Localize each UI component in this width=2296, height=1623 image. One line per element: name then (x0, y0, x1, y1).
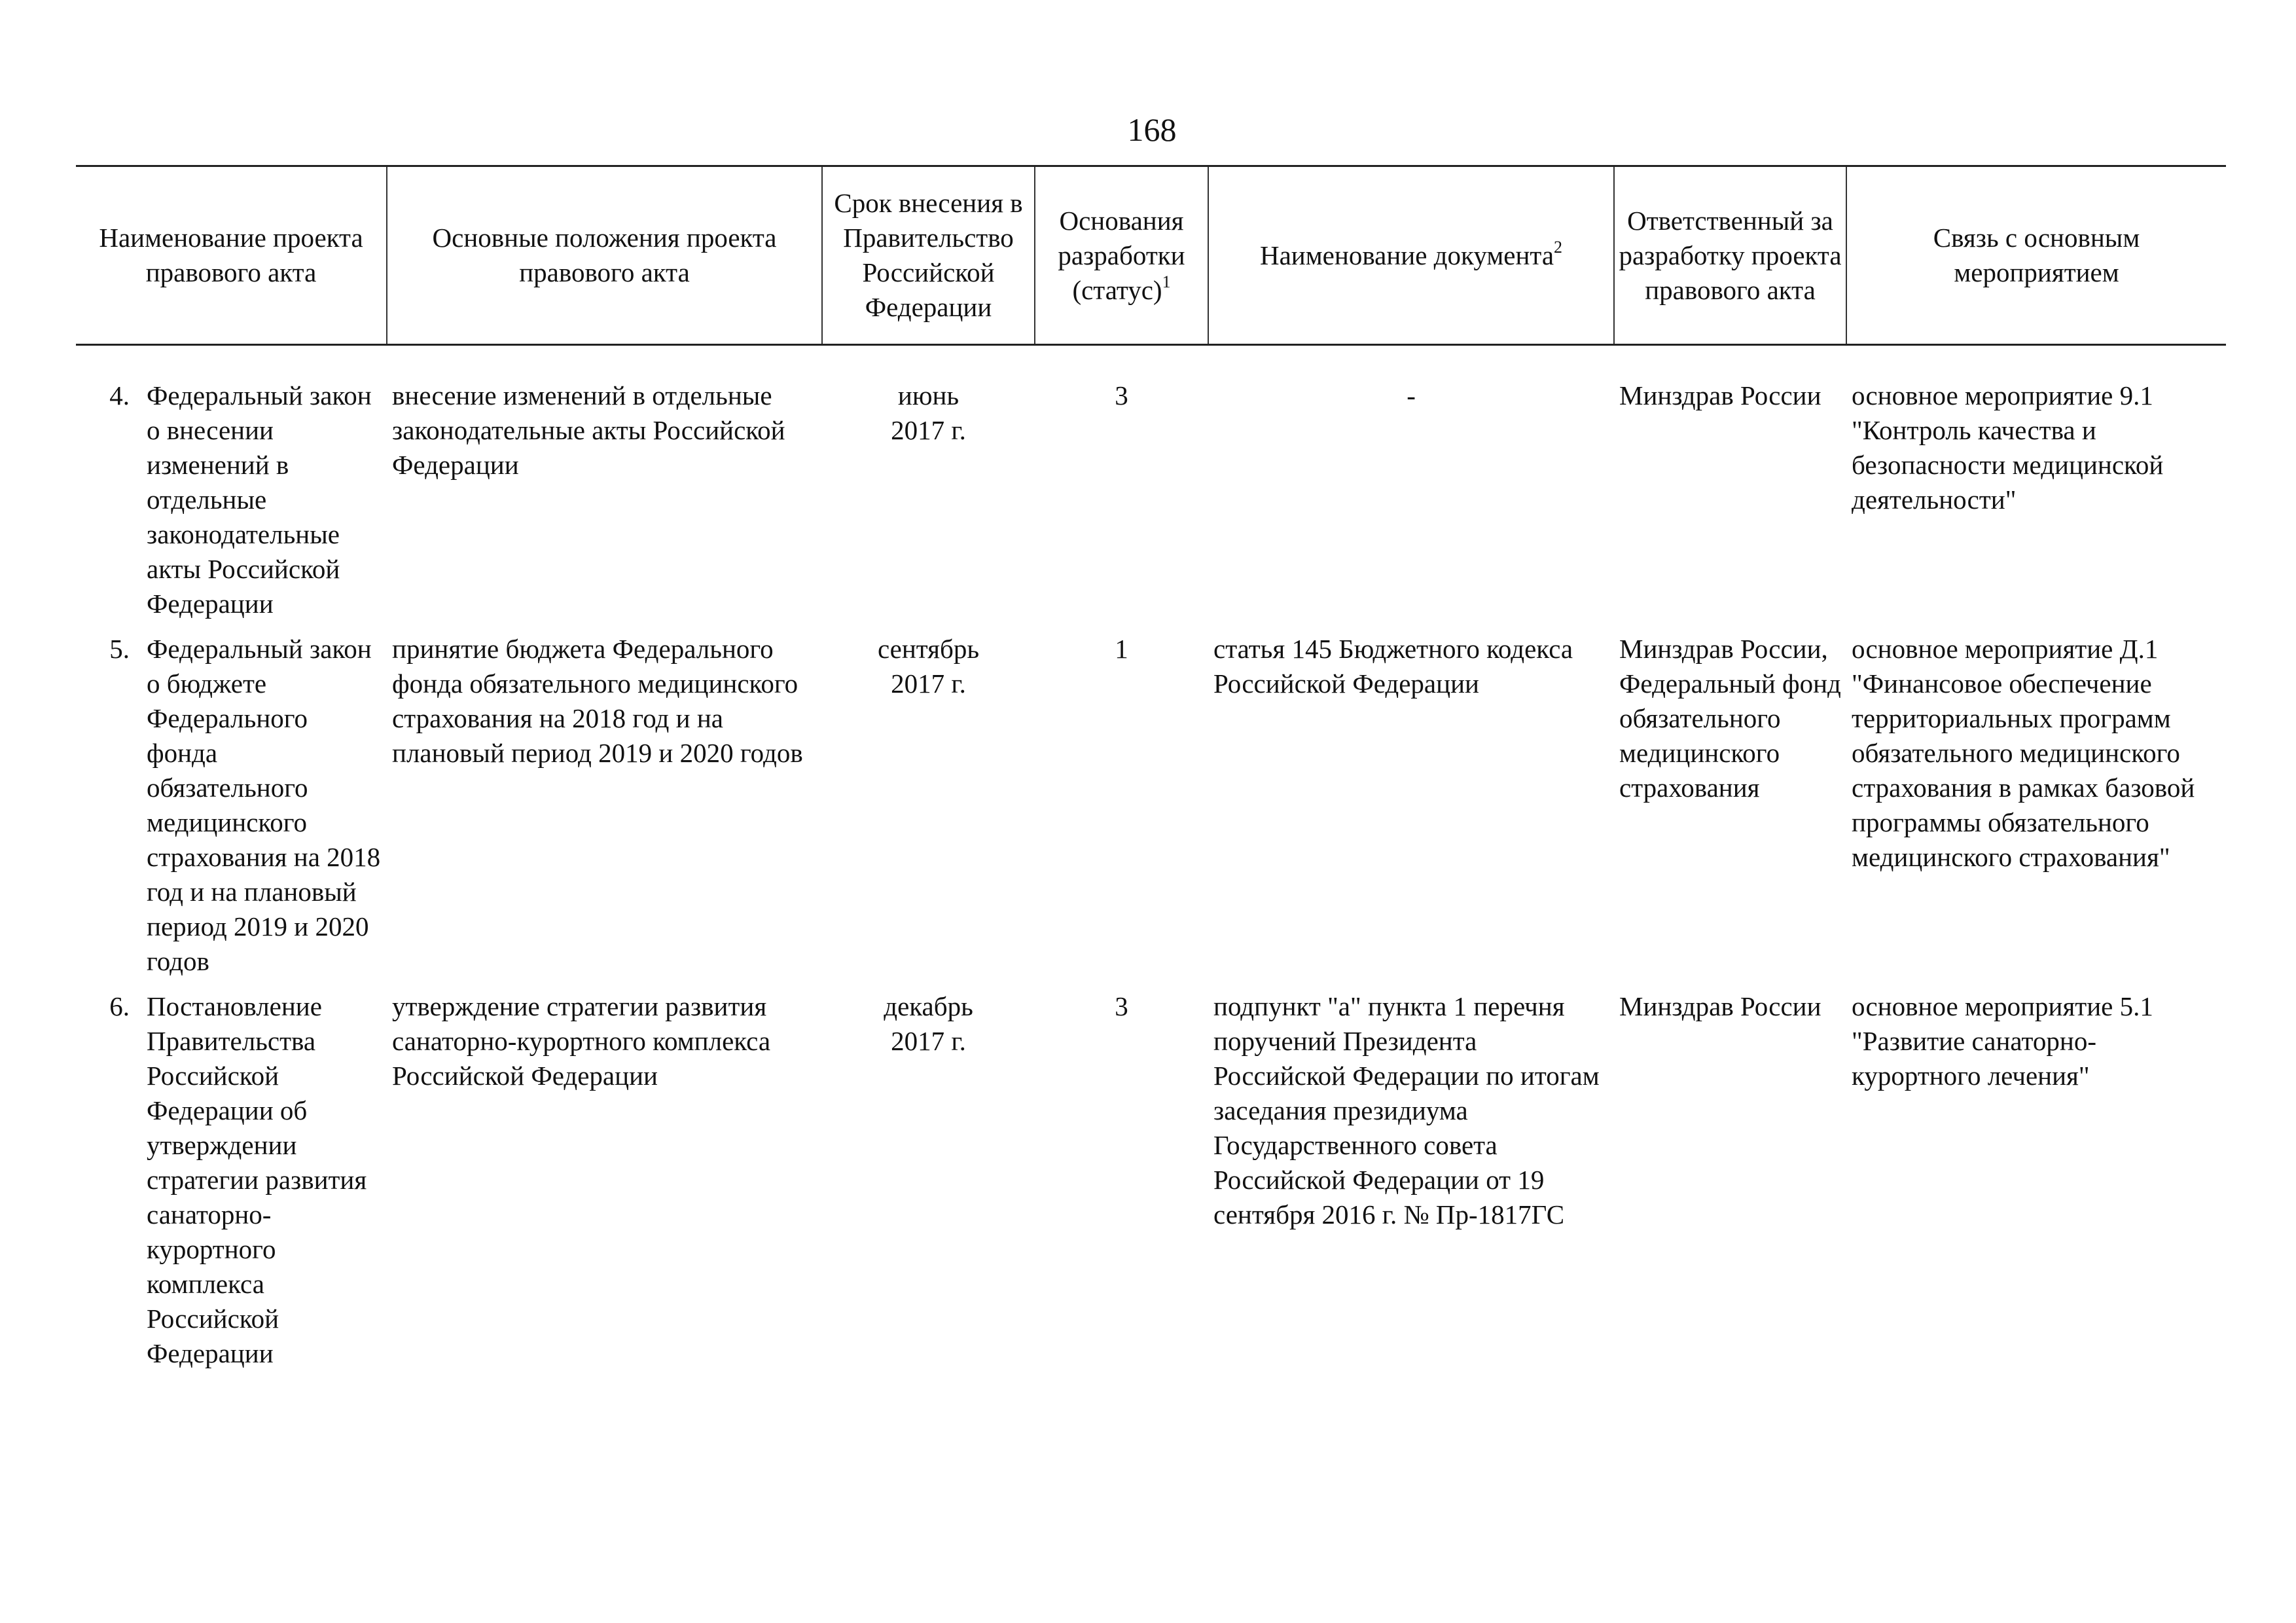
document-name: подпункт "а" пункта 1 перечня поручений Президента Российской Федерации по итогам заседания президиума Государственного совета Российской Федерации от 19 сентября 2016 г. № Пр-1817ГС (1213, 991, 1600, 1230)
header-act-name: Наименование проекта правового акта (76, 166, 387, 345)
row-number: 5. (109, 634, 130, 664)
submission-term (822, 989, 1035, 1381)
page-number: 168 (1127, 111, 1177, 148)
act-name: Постановление Правительства Российской Федерации об утверждении стратегии развития санаторно-курортного комплекса Российской Федерации (147, 991, 367, 1368)
term-year: 2017 г. (891, 415, 966, 445)
table-row (76, 632, 2226, 989)
term-month: декабрь (884, 991, 973, 1021)
act-name: Федеральный закон о внесении изменений в отдельные законодательные акты Российской Федерации (147, 380, 372, 619)
act-provisions: утверждение стратегии развития санаторно-курортного комплекса Российской Федерации (392, 991, 771, 1091)
header-document-footnote: 2 (1554, 237, 1563, 257)
header-document-label: Наименование документа (1259, 240, 1554, 270)
document-name: статья 145 Бюджетного кодекса Российской Федерации (1213, 634, 1573, 699)
submission-term (822, 632, 1035, 989)
responsible-body: Минздрав России (1619, 380, 1821, 410)
act-provisions: внесение изменений в отдельные законодательные акты Российской Федерации (392, 380, 785, 480)
header-basis-label: Основания разработки (статус) (1058, 205, 1185, 305)
header-provisions: Основные положения проекта правового акта (387, 166, 822, 345)
basis-status: 1 (1115, 634, 1128, 664)
term-year: 2017 г. (891, 668, 966, 699)
header-basis (1035, 166, 1208, 345)
row-number: 6. (109, 991, 130, 1021)
header-basis-footnote: 1 (1162, 272, 1171, 291)
legal-acts-table (76, 165, 2226, 1381)
linked-activity: основное мероприятие 9.1 "Контроль качества и безопасности медицинской деятельности" (1852, 380, 2164, 515)
linked-activity: основное мероприятие 5.1 "Развитие санаторно-курортного лечения" (1852, 991, 2153, 1091)
document-name: - (1407, 380, 1416, 410)
table-row (76, 345, 2226, 632)
basis-status: 3 (1115, 380, 1128, 410)
header-document (1208, 166, 1614, 345)
responsible-body: Минздрав России, Федеральный фонд обязательного медицинского страхования (1619, 634, 1841, 803)
responsible-body: Минздрав России (1619, 991, 1821, 1021)
table-header (76, 166, 2226, 345)
header-responsible: Ответственный за разработку проекта правового акта (1614, 166, 1846, 345)
term-month: июнь (897, 380, 960, 410)
term-year: 2017 г. (891, 1026, 966, 1056)
submission-term (822, 345, 1035, 632)
basis-status: 3 (1115, 991, 1128, 1021)
header-submission-term: Срок внесения в Правительство Российской Федерации (822, 166, 1035, 345)
header-link: Связь с основным мероприятием (1846, 166, 2226, 345)
row-number: 4. (109, 380, 130, 410)
term-month: сентябрь (877, 634, 980, 664)
act-name: Федеральный закон о бюджете Федерального фонда обязательного медицинского страхования на 2018 год и на плановый период 2019 и 2020 годов (147, 634, 381, 976)
linked-activity: основное мероприятие Д.1 "Финансовое обеспечение территориальных программ обязательного медицинского страхования в рамках базовой программы обязательного медицинского страхования" (1852, 634, 2195, 872)
act-provisions: принятие бюджета Федерального фонда обязательного медицинского страхования на 2018 год и на плановый период 2019 и 2020 годов (392, 634, 803, 768)
table-row (76, 989, 2226, 1381)
